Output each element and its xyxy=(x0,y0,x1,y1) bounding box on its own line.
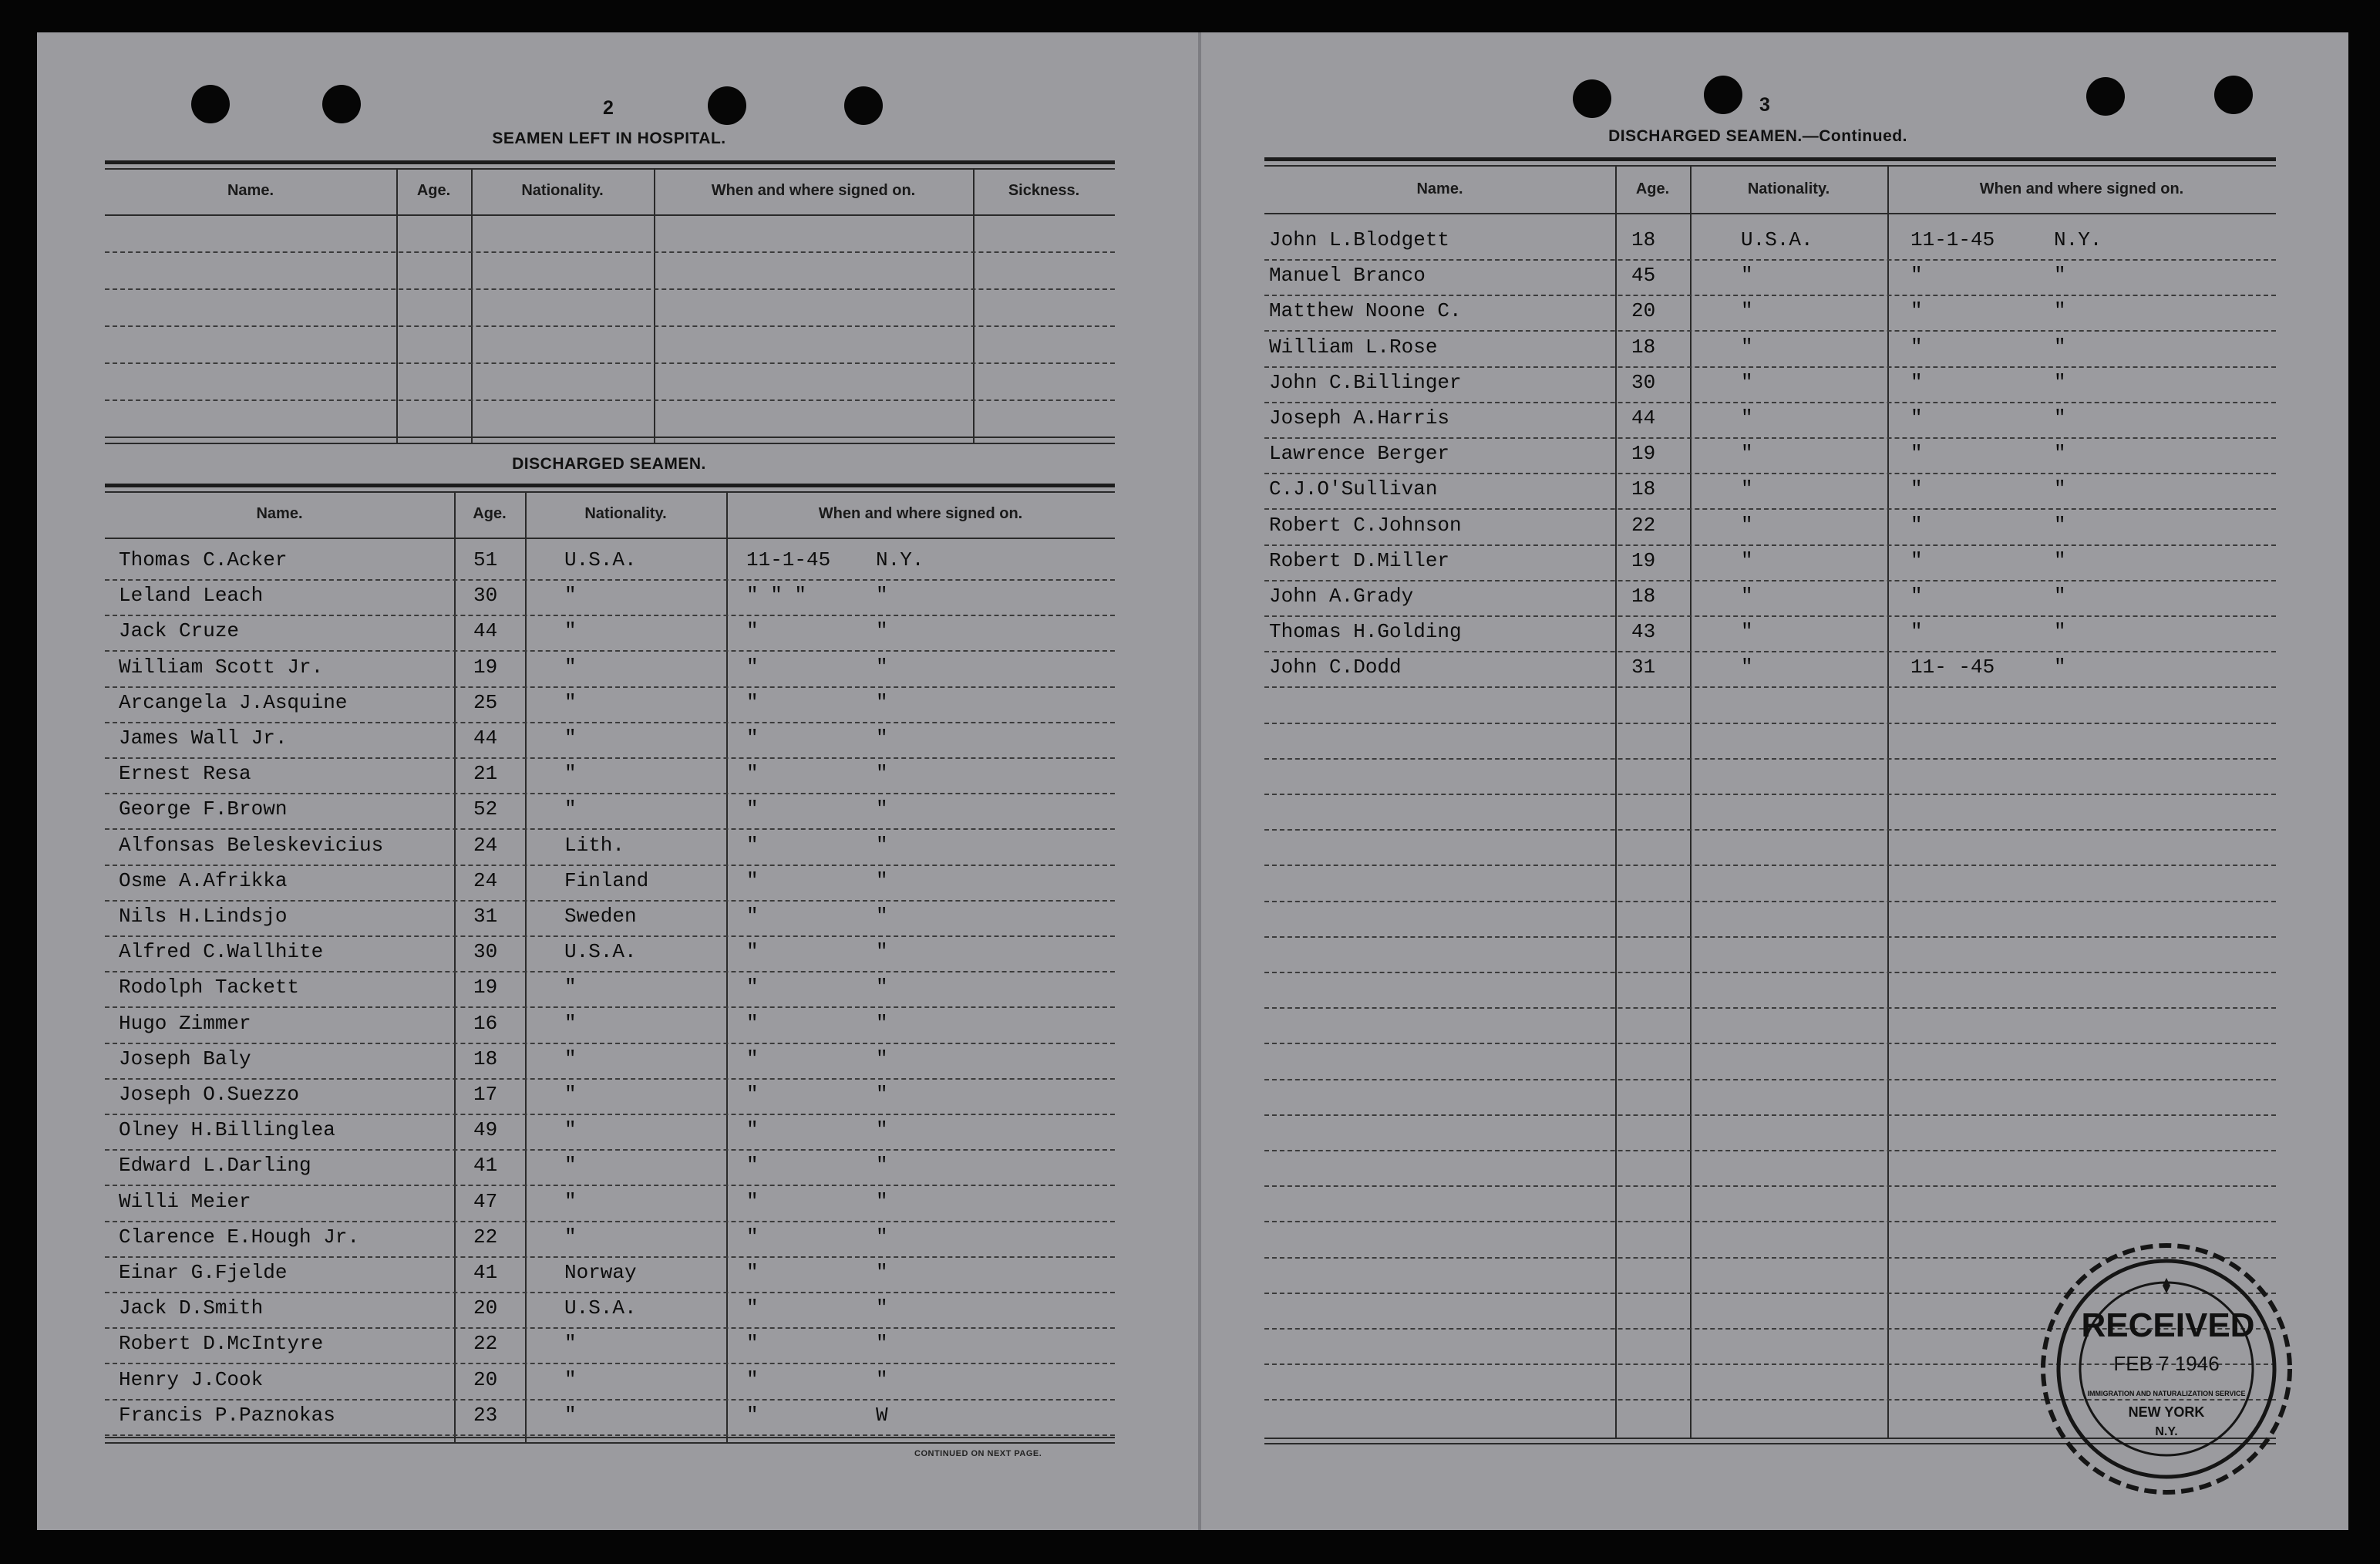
cell-when: " xyxy=(1910,442,1923,466)
cell-where: " xyxy=(876,655,888,679)
cell-nationality: U.S.A. xyxy=(564,1296,637,1320)
cell-when: " xyxy=(746,1403,759,1427)
cell-name: Arcangela J.Asquine xyxy=(119,690,348,714)
cell-when: " xyxy=(746,797,759,821)
cell-nationality: " xyxy=(564,1367,577,1391)
cell-nationality: " xyxy=(564,1154,577,1178)
table-row xyxy=(105,797,1115,833)
table-row xyxy=(1264,585,2276,620)
cell-nationality: " xyxy=(564,1118,577,1142)
cell-when: " xyxy=(746,655,759,679)
cell-age: 25 xyxy=(473,690,498,714)
cell-nationality: " xyxy=(564,1403,577,1427)
table-row xyxy=(105,976,1115,1011)
cell-when: " xyxy=(746,690,759,714)
table-row xyxy=(105,656,1115,691)
cell-nationality: " xyxy=(1741,370,1753,394)
cell-where: " xyxy=(876,1189,888,1213)
column-header-age: Age. xyxy=(473,505,507,522)
cell-age: 49 xyxy=(473,1118,498,1142)
cell-nationality: " xyxy=(1741,299,1753,323)
cell-name: William L.Rose xyxy=(1269,335,1438,359)
cell-where: " xyxy=(2054,620,2066,644)
table-row xyxy=(105,762,1115,797)
cell-where: " xyxy=(876,762,888,786)
cell-when: " xyxy=(746,1225,759,1249)
cell-age: 31 xyxy=(1631,656,1656,679)
table-row xyxy=(105,548,1115,584)
cell-name: Alfonsas Beleskevicius xyxy=(119,833,384,857)
stamp-word: RECEIVED xyxy=(2081,1306,2255,1344)
punch-hole xyxy=(2214,76,2253,114)
table-row xyxy=(105,1047,1115,1083)
punch-hole xyxy=(1573,79,1611,118)
cell-when: " xyxy=(1910,548,1923,572)
cell-when: " xyxy=(1910,264,1923,288)
cell-name: Willi Meier xyxy=(119,1189,251,1213)
cell-name: Nils H.Lindsjo xyxy=(119,905,288,928)
received-stamp xyxy=(2035,1238,2298,1500)
cell-where: " xyxy=(876,1011,888,1035)
table-row xyxy=(105,1296,1115,1332)
cell-when: " xyxy=(746,619,759,643)
cell-name: John A.Grady xyxy=(1269,585,1414,608)
cell-age: 47 xyxy=(473,1189,498,1213)
cell-when: " xyxy=(746,1047,759,1070)
column-header-nationality: Nationality. xyxy=(584,505,667,522)
cell-name: John C.Dodd xyxy=(1269,656,1402,679)
cell-age: 20 xyxy=(473,1367,498,1391)
cell-nationality: " xyxy=(564,1225,577,1249)
column-header-nationality: Nationality. xyxy=(521,182,604,199)
cell-age: 22 xyxy=(473,1332,498,1356)
cell-where: " xyxy=(2054,477,2066,501)
table-row xyxy=(1264,228,2276,264)
table-row xyxy=(105,1190,1115,1225)
table-row xyxy=(105,1225,1115,1261)
cell-age: 24 xyxy=(473,868,498,892)
cell-nationality: " xyxy=(564,655,577,679)
table-row xyxy=(105,940,1115,976)
continued-note: CONTINUED ON NEXT PAGE. xyxy=(914,1449,1042,1458)
cell-name: Thomas H.Golding xyxy=(1269,620,1462,644)
table-row xyxy=(105,1261,1115,1296)
discharged-continued-title: DISCHARGED SEAMEN.—Continued. xyxy=(1608,127,1907,145)
punch-hole xyxy=(191,85,230,123)
cell-where: W xyxy=(876,1403,888,1427)
cell-age: 21 xyxy=(473,762,498,786)
cell-where: " xyxy=(876,1367,888,1391)
cell-age: 19 xyxy=(473,655,498,679)
cell-age: 17 xyxy=(473,1083,498,1106)
stamp-state: N.Y. xyxy=(2155,1425,2178,1438)
table-row xyxy=(1264,620,2276,656)
cell-name: Clarence E.Hough Jr. xyxy=(119,1225,360,1249)
cell-where: N.Y. xyxy=(876,548,924,571)
column-header-signed-on: When and where signed on. xyxy=(1979,180,2184,197)
cell-when: " xyxy=(746,1261,759,1284)
cell-age: 52 xyxy=(473,797,498,821)
table-row xyxy=(1264,299,2276,335)
table-row xyxy=(105,726,1115,762)
cell-name: Robert C.Johnson xyxy=(1269,513,1462,537)
table-row xyxy=(1264,514,2276,549)
stamp-date: FEB 7 1946 xyxy=(2113,1352,2220,1375)
cell-name: Joseph A.Harris xyxy=(1269,406,1450,430)
cell-nationality: U.S.A. xyxy=(1741,228,1813,251)
cell-when: " xyxy=(746,1011,759,1035)
cell-age: 41 xyxy=(473,1261,498,1284)
cell-age: 20 xyxy=(1631,299,1656,323)
cell-when: " xyxy=(1910,299,1923,323)
cell-where: " xyxy=(2054,513,2066,537)
table-row xyxy=(105,1404,1115,1439)
table-row xyxy=(1264,335,2276,371)
cell-name: Lawrence Berger xyxy=(1269,442,1450,466)
page-fold xyxy=(1198,32,1201,1530)
table-row xyxy=(105,584,1115,619)
cell-where: " xyxy=(876,868,888,892)
cell-where: " xyxy=(876,833,888,857)
table-row xyxy=(105,1368,1115,1404)
cell-name: Edward L.Darling xyxy=(119,1154,311,1178)
punch-hole xyxy=(844,86,883,125)
cell-where: " xyxy=(2054,264,2066,288)
cell-name: Joseph Baly xyxy=(119,1047,251,1070)
cell-where: " xyxy=(876,1261,888,1284)
cell-age: 18 xyxy=(1631,477,1656,501)
cell-nationality: Lith. xyxy=(564,833,625,857)
column-header-name: Name. xyxy=(1416,180,1463,197)
cell-nationality: " xyxy=(1741,548,1753,572)
cell-nationality: " xyxy=(1741,620,1753,644)
cell-age: 24 xyxy=(473,833,498,857)
cell-when: " xyxy=(746,1332,759,1356)
cell-where: " xyxy=(876,1296,888,1320)
cell-name: Jack Cruze xyxy=(119,619,240,643)
cell-age: 45 xyxy=(1631,264,1656,288)
table-row xyxy=(105,869,1115,905)
cell-age: 44 xyxy=(1631,406,1656,430)
cell-where: " xyxy=(2054,370,2066,394)
cell-age: 18 xyxy=(1631,585,1656,608)
table-row xyxy=(1264,371,2276,406)
cell-name: Ernest Resa xyxy=(119,762,251,786)
column-header-signed-on: When and where signed on. xyxy=(818,505,1023,522)
cell-when: " xyxy=(746,976,759,999)
cell-when: " xyxy=(746,762,759,786)
cell-where: " xyxy=(876,1154,888,1178)
cell-nationality: " xyxy=(1741,585,1753,608)
table-row xyxy=(105,905,1115,940)
cell-where: " xyxy=(876,690,888,714)
table-row xyxy=(105,1118,1115,1154)
discharged-section-title: DISCHARGED SEAMEN. xyxy=(512,455,706,473)
cell-age: 19 xyxy=(1631,442,1656,466)
cell-age: 23 xyxy=(473,1403,498,1427)
cell-nationality: Norway xyxy=(564,1261,637,1284)
cell-nationality: " xyxy=(564,762,577,786)
cell-when: " xyxy=(746,1189,759,1213)
cell-nationality: U.S.A. xyxy=(564,548,637,571)
cell-name: Hugo Zimmer xyxy=(119,1011,251,1035)
table-row xyxy=(1264,656,2276,691)
cell-nationality: " xyxy=(564,976,577,999)
table-row xyxy=(105,834,1115,869)
cell-where: " xyxy=(2054,335,2066,359)
cell-name: C.J.O'Sullivan xyxy=(1269,477,1438,501)
cell-age: 22 xyxy=(1631,513,1656,537)
cell-name: James Wall Jr. xyxy=(119,726,288,750)
cell-where: " xyxy=(876,619,888,643)
punch-hole xyxy=(708,86,746,125)
cell-name: Olney H.Billinglea xyxy=(119,1118,335,1142)
cell-name: Matthew Noone C. xyxy=(1269,299,1462,323)
table-row xyxy=(1264,549,2276,585)
cell-nationality: Sweden xyxy=(564,905,637,928)
cell-nationality: " xyxy=(1741,513,1753,537)
column-header-name: Name. xyxy=(256,505,303,522)
cell-where: " xyxy=(2054,548,2066,572)
cell-where: " xyxy=(876,726,888,750)
cell-name: John L.Blodgett xyxy=(1269,228,1450,251)
punch-hole xyxy=(2086,77,2125,116)
cell-name: Joseph O.Suezzo xyxy=(119,1083,300,1106)
cell-name: Leland Leach xyxy=(119,584,264,608)
cell-age: 31 xyxy=(473,905,498,928)
cell-nationality: U.S.A. xyxy=(564,940,637,964)
cell-where: " xyxy=(2054,442,2066,466)
cell-nationality: " xyxy=(564,1011,577,1035)
cell-age: 30 xyxy=(473,940,498,964)
cell-name: Alfred C.Wallhite xyxy=(119,940,324,964)
cell-where: " xyxy=(2054,585,2066,608)
table-row xyxy=(1264,477,2276,513)
cell-when: " xyxy=(746,1083,759,1106)
cell-where: " xyxy=(876,940,888,964)
cell-name: Manuel Branco xyxy=(1269,264,1426,288)
hospital-table xyxy=(105,160,1115,444)
cell-when: " xyxy=(746,1367,759,1391)
column-header-age: Age. xyxy=(416,182,451,199)
cell-age: 19 xyxy=(473,976,498,999)
cell-nationality: " xyxy=(564,1083,577,1106)
cell-name: Jack D.Smith xyxy=(119,1296,264,1320)
cell-nationality: " xyxy=(564,1332,577,1356)
page-number-right: 3 xyxy=(1759,94,1770,116)
table-row xyxy=(1264,406,2276,442)
cell-nationality: " xyxy=(1741,335,1753,359)
cell-name: Robert D.Miller xyxy=(1269,548,1450,572)
cell-name: Thomas C.Acker xyxy=(119,548,288,571)
cell-where: " xyxy=(876,584,888,608)
cell-when: 11-1-45 xyxy=(746,548,831,571)
cell-when: " xyxy=(746,1296,759,1320)
stamp-agency: IMMIGRATION AND NATURALIZATION SERVICE xyxy=(2087,1390,2246,1397)
cell-where: N.Y. xyxy=(2054,228,2102,251)
cell-nationality: " xyxy=(1741,656,1753,679)
punch-hole xyxy=(1704,76,1742,114)
table-row xyxy=(105,1332,1115,1367)
cell-when: 11-1-45 xyxy=(1910,228,1995,251)
table-row xyxy=(105,1012,1115,1047)
discharged-table-left xyxy=(105,484,1115,1444)
cell-age: 44 xyxy=(473,726,498,750)
cell-when: " xyxy=(1910,620,1923,644)
cell-age: 18 xyxy=(1631,228,1656,251)
cell-name: Rodolph Tackett xyxy=(119,976,300,999)
cell-when: " xyxy=(746,833,759,857)
hospital-section-title: SEAMEN LEFT IN HOSPITAL. xyxy=(492,130,726,147)
cell-nationality: " xyxy=(1741,406,1753,430)
cell-when: " xyxy=(746,1154,759,1178)
cell-when: " xyxy=(746,868,759,892)
cell-when: " xyxy=(1910,370,1923,394)
cell-age: 16 xyxy=(473,1011,498,1035)
column-header-nationality: Nationality. xyxy=(1747,180,1830,197)
cell-where: " xyxy=(876,1225,888,1249)
cell-name: Osme A.Afrikka xyxy=(119,868,288,892)
cell-nationality: " xyxy=(564,619,577,643)
table-row xyxy=(105,619,1115,655)
cell-name: George F.Brown xyxy=(119,797,288,821)
cell-nationality: " xyxy=(1741,442,1753,466)
cell-when: " xyxy=(1910,477,1923,501)
table-row xyxy=(1264,442,2276,477)
punch-hole xyxy=(322,85,361,123)
cell-where: " xyxy=(876,1332,888,1356)
cell-where: " xyxy=(876,797,888,821)
cell-where: " xyxy=(876,976,888,999)
cell-where: " xyxy=(876,1047,888,1070)
cell-when: " xyxy=(1910,335,1923,359)
cell-name: Einar G.Fjelde xyxy=(119,1261,288,1284)
cell-where: " xyxy=(876,905,888,928)
table-row xyxy=(105,1083,1115,1118)
cell-age: 44 xyxy=(473,619,498,643)
cell-when: " xyxy=(1910,585,1923,608)
cell-when: " xyxy=(746,1118,759,1142)
cell-when: " xyxy=(746,726,759,750)
cell-age: 43 xyxy=(1631,620,1656,644)
cell-nationality: " xyxy=(564,1047,577,1070)
table-row xyxy=(1264,264,2276,299)
cell-nationality: " xyxy=(564,726,577,750)
cell-name: John C.Billinger xyxy=(1269,370,1462,394)
cell-nationality: Finland xyxy=(564,868,649,892)
column-header-age: Age. xyxy=(1635,180,1670,197)
cell-age: 30 xyxy=(1631,370,1656,394)
cell-age: 18 xyxy=(473,1047,498,1070)
cell-where: " xyxy=(2054,406,2066,430)
cell-nationality: " xyxy=(564,690,577,714)
cell-where: " xyxy=(2054,656,2066,679)
cell-when: " xyxy=(746,905,759,928)
cell-when: 11- -45 xyxy=(1910,656,1995,679)
cell-where: " xyxy=(2054,299,2066,323)
cell-age: 20 xyxy=(473,1296,498,1320)
stamp-city: NEW YORK xyxy=(2128,1404,2205,1420)
cell-nationality: " xyxy=(1741,477,1753,501)
cell-nationality: " xyxy=(1741,264,1753,288)
cell-nationality: " xyxy=(564,797,577,821)
cell-when: " " " xyxy=(746,584,807,608)
cell-name: Henry J.Cook xyxy=(119,1367,264,1391)
cell-nationality: " xyxy=(564,584,577,608)
column-header-sickness: Sickness. xyxy=(1008,182,1080,199)
cell-age: 22 xyxy=(473,1225,498,1249)
cell-where: " xyxy=(876,1118,888,1142)
column-header-name: Name. xyxy=(227,182,274,199)
cell-when: " xyxy=(1910,406,1923,430)
cell-age: 51 xyxy=(473,548,498,571)
table-row xyxy=(105,1154,1115,1189)
cell-age: 19 xyxy=(1631,548,1656,572)
cell-where: " xyxy=(876,1083,888,1106)
cell-age: 30 xyxy=(473,584,498,608)
table-row xyxy=(105,691,1115,726)
cell-nationality: " xyxy=(564,1189,577,1213)
page-number-left: 2 xyxy=(603,97,614,119)
cell-age: 41 xyxy=(473,1154,498,1178)
cell-name: William Scott Jr. xyxy=(119,655,324,679)
column-header-signed-on: When and where signed on. xyxy=(711,182,916,199)
cell-when: " xyxy=(1910,513,1923,537)
cell-when: " xyxy=(746,940,759,964)
cell-age: 18 xyxy=(1631,335,1656,359)
cell-name: Robert D.McIntyre xyxy=(119,1332,324,1356)
cell-name: Francis P.Paznokas xyxy=(119,1403,335,1427)
